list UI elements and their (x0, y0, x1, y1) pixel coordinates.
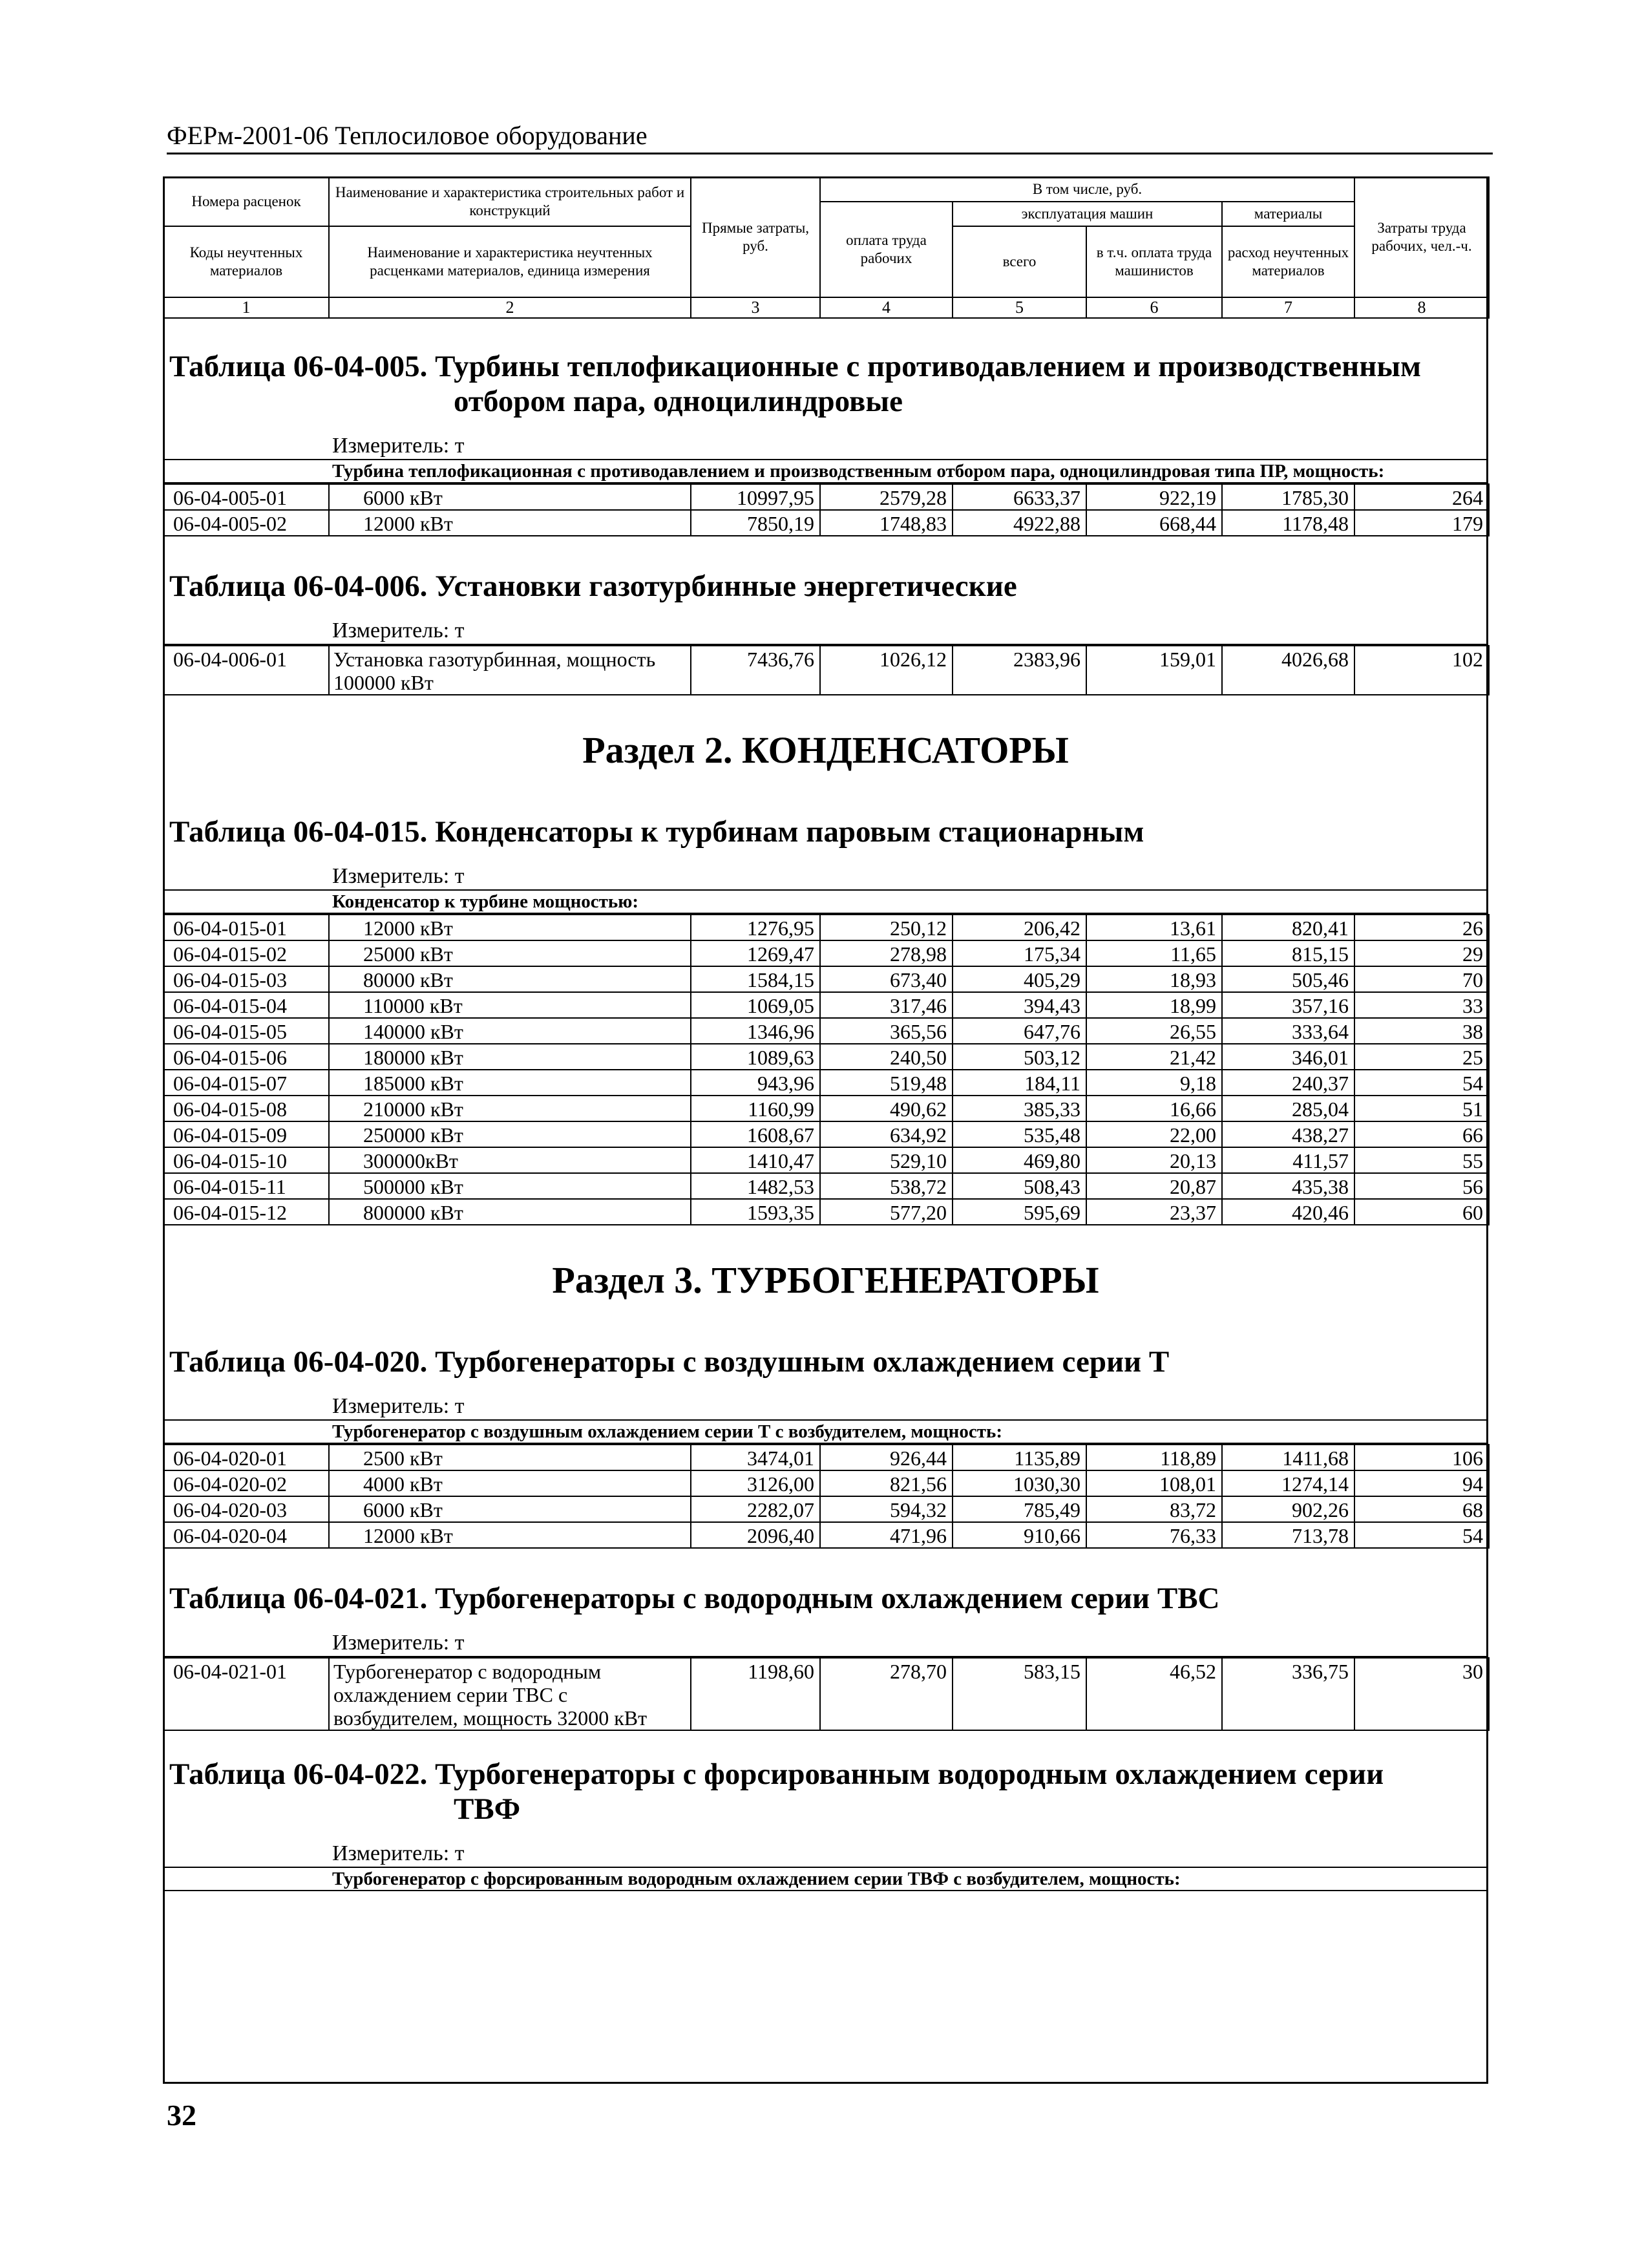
machinists-wages-cell: 18,93 (1086, 966, 1222, 992)
group-label: Турбина теплофикационная с противодавлением и производственным отбором пара, одноцилиндровая типа ПР, мощность: (163, 460, 1488, 483)
unit-label: Измеритель: т (163, 864, 1488, 891)
wages-cell: 490,62 (820, 1096, 953, 1121)
work-name-cell: 300000кВт (329, 1147, 691, 1173)
direct-costs-cell: 3126,00 (691, 1470, 820, 1496)
wages-cell: 471,96 (820, 1522, 953, 1548)
col-number: 4 (820, 297, 953, 318)
wages-cell: 2579,28 (820, 484, 953, 510)
machines-total-cell: 385,33 (953, 1096, 1086, 1121)
machines-total-cell: 184,11 (953, 1070, 1086, 1096)
header-material-codes: Коды неучтенных материалов (163, 226, 329, 297)
machinists-wages-cell: 22,00 (1086, 1121, 1222, 1147)
materials-cell: 346,01 (1222, 1044, 1354, 1070)
machinists-wages-cell: 20,13 (1086, 1147, 1222, 1173)
table-row (163, 510, 1489, 536)
machinists-wages-cell: 46,52 (1086, 1658, 1222, 1730)
machines-total-cell: 394,43 (953, 992, 1086, 1018)
header-materials: материалы (1222, 202, 1354, 226)
materials-cell: 435,38 (1222, 1173, 1354, 1199)
materials-cell: 336,75 (1222, 1658, 1354, 1730)
table-row (163, 1522, 1489, 1548)
col-number: 3 (691, 297, 820, 318)
header-machines-total: всего (953, 226, 1086, 297)
rate-code-cell: 06-04-015-06 (163, 1044, 329, 1070)
data-table (163, 1657, 1490, 1731)
materials-cell: 1178,48 (1222, 510, 1354, 536)
unit-label: Измеритель: т (163, 1630, 1488, 1657)
work-name-cell: 140000 кВт (329, 1018, 691, 1044)
machines-total-cell: 2383,96 (953, 646, 1086, 695)
materials-cell: 411,57 (1222, 1147, 1354, 1173)
table-title: Таблица 06-04-022. Турбогенераторы с форсированным водородным охлаждением серии ТВФ (169, 1757, 1384, 1826)
labor-costs-cell: 106 (1354, 1445, 1489, 1470)
machinists-wages-cell: 18,99 (1086, 992, 1222, 1018)
labor-costs-cell: 264 (1354, 484, 1489, 510)
data-table (163, 483, 1490, 536)
unit-label: Измеритель: т (163, 433, 1488, 460)
materials-cell: 505,46 (1222, 966, 1354, 992)
table-row (163, 1173, 1489, 1199)
machinists-wages-cell: 76,33 (1086, 1522, 1222, 1548)
machinists-wages-cell: 13,61 (1086, 915, 1222, 940)
materials-cell: 420,46 (1222, 1199, 1354, 1225)
table-row (163, 992, 1489, 1018)
header-material-name: Наименование и характеристика неучтенных расценками материалов, единица измерения (329, 226, 691, 297)
materials-cell: 1785,30 (1222, 484, 1354, 510)
col-number: 7 (1222, 297, 1354, 318)
labor-costs-cell: 94 (1354, 1470, 1489, 1496)
group-label: Турбогенератор с форсированным водородным охлаждением серии ТВФ с возбудителем, мощность: (163, 1868, 1488, 1891)
col-number: 2 (329, 297, 691, 318)
section-title: Раздел 3. ТУРБОГЕНЕРАТОРЫ (552, 1259, 1099, 1301)
rate-code-cell: 06-04-015-12 (163, 1199, 329, 1225)
machines-total-cell: 1030,30 (953, 1470, 1086, 1496)
table-row (163, 484, 1489, 510)
labor-costs-cell: 38 (1354, 1018, 1489, 1044)
group-label: Турбогенератор с воздушным охлаждением серии Т с возбудителем, мощность: (163, 1421, 1488, 1444)
materials-cell: 1274,14 (1222, 1470, 1354, 1496)
table-title: Таблица 06-04-020. Турбогенераторы с воздушным охлаждением серии Т (169, 1345, 1170, 1379)
machinists-wages-cell: 922,19 (1086, 484, 1222, 510)
materials-cell: 820,41 (1222, 915, 1354, 940)
wages-cell: 240,50 (820, 1044, 953, 1070)
materials-cell: 815,15 (1222, 940, 1354, 966)
machines-total-cell: 405,29 (953, 966, 1086, 992)
direct-costs-cell: 1160,99 (691, 1096, 820, 1121)
labor-costs-cell: 54 (1354, 1070, 1489, 1096)
direct-costs-cell: 3474,01 (691, 1445, 820, 1470)
machinists-wages-cell: 9,18 (1086, 1070, 1222, 1096)
direct-costs-cell: 7850,19 (691, 510, 820, 536)
wages-cell: 529,10 (820, 1147, 953, 1173)
direct-costs-cell: 1069,05 (691, 992, 820, 1018)
rate-code-cell: 06-04-020-02 (163, 1470, 329, 1496)
work-name-cell: 25000 кВт (329, 940, 691, 966)
wages-cell: 365,56 (820, 1018, 953, 1044)
table-row (163, 1199, 1489, 1225)
data-table (163, 1444, 1490, 1549)
group-label: Конденсатор к турбине мощностью: (163, 891, 1488, 914)
machines-total-cell: 6633,37 (953, 484, 1086, 510)
data-table (163, 645, 1490, 695)
wages-cell: 926,44 (820, 1445, 953, 1470)
direct-costs-cell: 943,96 (691, 1070, 820, 1096)
machines-total-cell: 469,80 (953, 1147, 1086, 1173)
wages-cell: 594,32 (820, 1496, 953, 1522)
wages-cell: 317,46 (820, 992, 953, 1018)
machines-total-cell: 785,49 (953, 1496, 1086, 1522)
wages-cell: 634,92 (820, 1121, 953, 1147)
direct-costs-cell: 1346,96 (691, 1018, 820, 1044)
wages-cell: 577,20 (820, 1199, 953, 1225)
page-number: 32 (167, 2099, 196, 2132)
machinists-wages-cell: 20,87 (1086, 1173, 1222, 1199)
unit-label: Измеритель: т (163, 618, 1488, 645)
unit-label: Измеритель: т (163, 1841, 1488, 1868)
table-row (163, 940, 1489, 966)
rate-code-cell: 06-04-015-02 (163, 940, 329, 966)
header-including: В том числе, руб. (820, 177, 1354, 202)
direct-costs-cell: 1410,47 (691, 1147, 820, 1173)
labor-costs-cell: 51 (1354, 1096, 1489, 1121)
wages-cell: 1026,12 (820, 646, 953, 695)
labor-costs-cell: 56 (1354, 1173, 1489, 1199)
machinists-wages-cell: 83,72 (1086, 1496, 1222, 1522)
machines-total-cell: 175,34 (953, 940, 1086, 966)
direct-costs-cell: 1593,35 (691, 1199, 820, 1225)
direct-costs-cell: 1482,53 (691, 1173, 820, 1199)
wages-cell: 821,56 (820, 1470, 953, 1496)
work-name-cell: 12000 кВт (329, 915, 691, 940)
machines-total-cell: 910,66 (953, 1522, 1086, 1548)
machinists-wages-cell: 16,66 (1086, 1096, 1222, 1121)
machines-total-cell: 206,42 (953, 915, 1086, 940)
table-row (163, 1096, 1489, 1121)
work-name-cell: 500000 кВт (329, 1173, 691, 1199)
labor-costs-cell: 66 (1354, 1121, 1489, 1147)
labor-costs-cell: 55 (1354, 1147, 1489, 1173)
labor-costs-cell: 33 (1354, 992, 1489, 1018)
machinists-wages-cell: 23,37 (1086, 1199, 1222, 1225)
rate-code-cell: 06-04-015-07 (163, 1070, 329, 1096)
header-material-consumption: расход неучтенных материалов (1222, 226, 1354, 297)
col-number: 6 (1086, 297, 1222, 318)
direct-costs-cell: 10997,95 (691, 484, 820, 510)
labor-costs-cell: 30 (1354, 1658, 1489, 1730)
labor-costs-cell: 26 (1354, 915, 1489, 940)
header-machines: эксплуатация машин (953, 202, 1222, 226)
machinists-wages-cell: 108,01 (1086, 1470, 1222, 1496)
machinists-wages-cell: 11,65 (1086, 940, 1222, 966)
work-name-cell: 6000 кВт (329, 1496, 691, 1522)
work-name-cell: 6000 кВт (329, 484, 691, 510)
rate-code-cell: 06-04-020-01 (163, 1445, 329, 1470)
work-name-cell: Турбогенератор с водородным охлаждением серии ТВС с возбудителем, мощность 32000 кВт (329, 1658, 691, 1730)
header-labor-costs: Затраты труда рабочих, чел.-ч. (1354, 177, 1489, 297)
work-name-cell: 80000 кВт (329, 966, 691, 992)
labor-costs-cell: 102 (1354, 646, 1489, 695)
materials-cell: 902,26 (1222, 1496, 1354, 1522)
labor-costs-cell: 29 (1354, 940, 1489, 966)
rate-code-cell: 06-04-020-04 (163, 1522, 329, 1548)
materials-cell: 285,04 (1222, 1096, 1354, 1121)
labor-costs-cell: 54 (1354, 1522, 1489, 1548)
direct-costs-cell: 1198,60 (691, 1658, 820, 1730)
rate-code-cell: 06-04-015-08 (163, 1096, 329, 1121)
table-title: Таблица 06-04-006. Установки газотурбинные энергетические (169, 569, 1017, 603)
work-name-cell: 12000 кВт (329, 1522, 691, 1548)
work-name-cell: Установка газотурбинная, мощность 100000 кВт (329, 646, 691, 695)
machines-total-cell: 583,15 (953, 1658, 1086, 1730)
table-row (163, 1070, 1489, 1096)
table-row (163, 1044, 1489, 1070)
machinists-wages-cell: 26,55 (1086, 1018, 1222, 1044)
section-title: Раздел 2. КОНДЕНСАТОРЫ (582, 729, 1069, 771)
rate-code-cell: 06-04-015-09 (163, 1121, 329, 1147)
machines-total-cell: 647,76 (953, 1018, 1086, 1044)
wages-cell: 250,12 (820, 915, 953, 940)
table-row (163, 646, 1489, 695)
rate-code-cell: 06-04-015-11 (163, 1173, 329, 1199)
materials-cell: 333,64 (1222, 1018, 1354, 1044)
table-row (163, 1496, 1489, 1522)
wages-cell: 673,40 (820, 966, 953, 992)
work-name-cell: 2500 кВт (329, 1445, 691, 1470)
machinists-wages-cell: 668,44 (1086, 510, 1222, 536)
direct-costs-cell: 1269,47 (691, 940, 820, 966)
header-direct-costs: Прямые затраты, руб. (691, 177, 820, 297)
table-row (163, 1147, 1489, 1173)
materials-cell: 438,27 (1222, 1121, 1354, 1147)
work-name-cell: 4000 кВт (329, 1470, 691, 1496)
labor-costs-cell: 179 (1354, 510, 1489, 536)
rate-code-cell: 06-04-015-01 (163, 915, 329, 940)
machinists-wages-cell: 159,01 (1086, 646, 1222, 695)
table-row (163, 1470, 1489, 1496)
labor-costs-cell: 70 (1354, 966, 1489, 992)
direct-costs-cell: 1089,63 (691, 1044, 820, 1070)
materials-cell: 357,16 (1222, 992, 1354, 1018)
table-title: Таблица 06-04-015. Конденсаторы к турбинам паровым стационарным (169, 815, 1144, 849)
rate-code-cell: 06-04-015-05 (163, 1018, 329, 1044)
column-header-table (163, 176, 1490, 319)
materials-cell: 240,37 (1222, 1070, 1354, 1096)
materials-cell: 713,78 (1222, 1522, 1354, 1548)
rate-code-cell: 06-04-015-10 (163, 1147, 329, 1173)
labor-costs-cell: 60 (1354, 1199, 1489, 1225)
machines-total-cell: 1135,89 (953, 1445, 1086, 1470)
unit-label: Измеритель: т (163, 1394, 1488, 1421)
rate-code-cell: 06-04-021-01 (163, 1658, 329, 1730)
work-name-cell: 210000 кВт (329, 1096, 691, 1121)
direct-costs-cell: 2282,07 (691, 1496, 820, 1522)
work-name-cell: 800000 кВт (329, 1199, 691, 1225)
table-row (163, 1658, 1489, 1730)
header-wages: оплата труда рабочих (820, 202, 953, 297)
machines-total-cell: 535,48 (953, 1121, 1086, 1147)
table-row (163, 915, 1489, 940)
rate-code-cell: 06-04-015-03 (163, 966, 329, 992)
rate-code-cell: 06-04-005-01 (163, 484, 329, 510)
direct-costs-cell: 7436,76 (691, 646, 820, 695)
machines-total-cell: 508,43 (953, 1173, 1086, 1199)
materials-cell: 1411,68 (1222, 1445, 1354, 1470)
machinists-wages-cell: 118,89 (1086, 1445, 1222, 1470)
wages-cell: 278,70 (820, 1658, 953, 1730)
wages-cell: 1748,83 (820, 510, 953, 536)
labor-costs-cell: 25 (1354, 1044, 1489, 1070)
table-row (163, 1445, 1489, 1470)
table-row (163, 966, 1489, 992)
data-table (163, 914, 1490, 1225)
work-name-cell: 180000 кВт (329, 1044, 691, 1070)
work-name-cell: 12000 кВт (329, 510, 691, 536)
running-title: ФЕРм-2001-06 Теплосиловое оборудование (167, 120, 1493, 154)
rate-code-cell: 06-04-005-02 (163, 510, 329, 536)
page-content (163, 349, 1488, 1891)
col-number: 1 (163, 297, 329, 318)
table-title: Таблица 06-04-005. Турбины теплофикационные с противодавлением и производственным отбором пара, одноцилиндровые (169, 350, 1422, 418)
machines-total-cell: 4922,88 (953, 510, 1086, 536)
direct-costs-cell: 1584,15 (691, 966, 820, 992)
machinists-wages-cell: 21,42 (1086, 1044, 1222, 1070)
wages-cell: 278,98 (820, 940, 953, 966)
direct-costs-cell: 1276,95 (691, 915, 820, 940)
col-number: 8 (1354, 297, 1489, 318)
direct-costs-cell: 2096,40 (691, 1522, 820, 1548)
direct-costs-cell: 1608,67 (691, 1121, 820, 1147)
table-row (163, 1121, 1489, 1147)
table-row (163, 1018, 1489, 1044)
machines-total-cell: 503,12 (953, 1044, 1086, 1070)
labor-costs-cell: 68 (1354, 1496, 1489, 1522)
header-codes: Номера расценок (163, 177, 329, 226)
table-title: Таблица 06-04-021. Турбогенераторы с водородным охлаждением серии ТВС (169, 1582, 1220, 1615)
header-machinists-wages: в т.ч. оплата труда машинистов (1086, 226, 1222, 297)
col-number: 5 (953, 297, 1086, 318)
wages-cell: 519,48 (820, 1070, 953, 1096)
work-name-cell: 250000 кВт (329, 1121, 691, 1147)
rate-code-cell: 06-04-006-01 (163, 646, 329, 695)
rate-code-cell: 06-04-015-04 (163, 992, 329, 1018)
materials-cell: 4026,68 (1222, 646, 1354, 695)
header-work-name: Наименование и характеристика строительных работ и конструкций (329, 177, 691, 226)
rate-code-cell: 06-04-020-03 (163, 1496, 329, 1522)
wages-cell: 538,72 (820, 1173, 953, 1199)
work-name-cell: 185000 кВт (329, 1070, 691, 1096)
machines-total-cell: 595,69 (953, 1199, 1086, 1225)
work-name-cell: 110000 кВт (329, 992, 691, 1018)
